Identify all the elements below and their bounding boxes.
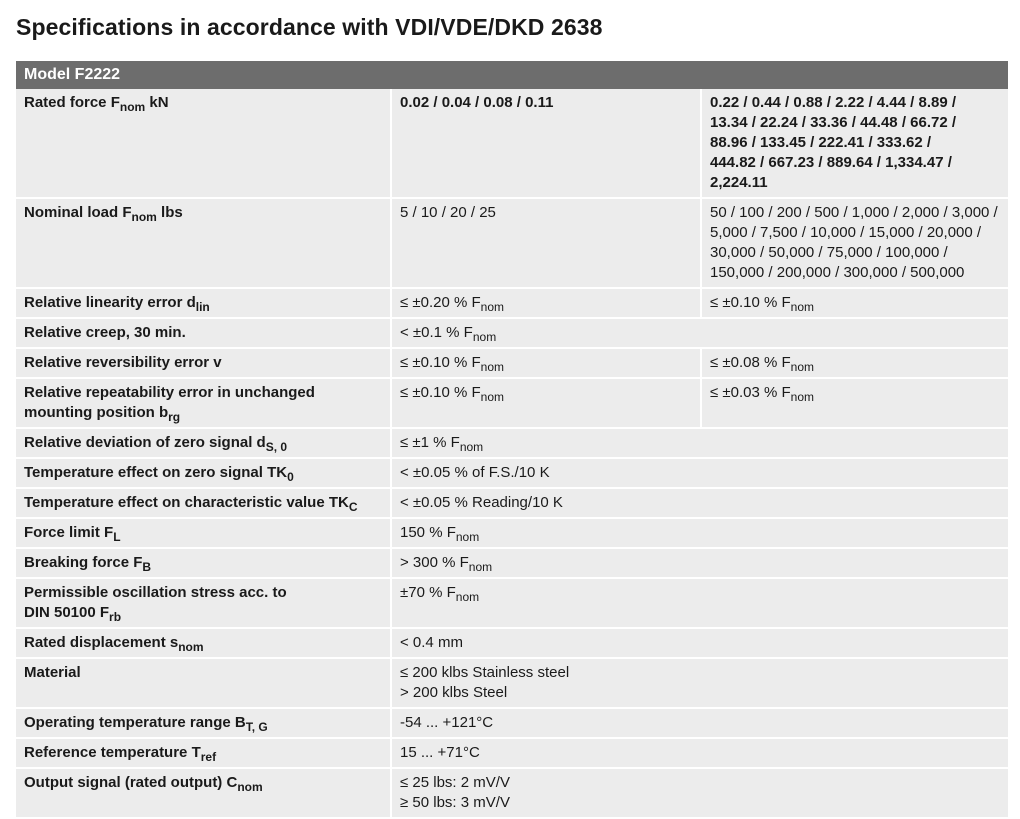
row-value: < 0.4 mm [390,629,1008,659]
table-row [16,89,1008,199]
row-label: Relative repeatability error in unchanged mounting position $b_{rg}$ [16,379,390,429]
row-label: Nominal load $F_{nom}$ lbs [16,199,390,289]
model-header: Model F2222 [16,61,1008,89]
row-label: Reference temperature $T_{ref}$ [16,739,390,769]
row-value-high-range: ≤ ±0.08 % $F_{nom}$ [700,349,1008,379]
row-label: Temperature effect on zero signal $TK_0$ [16,459,390,489]
row-value-high-range: ≤ ±0.03 % $F_{nom}$ [700,379,1008,429]
row-label: Rated displacement $s_{nom}$ [16,629,390,659]
row-label: Force limit $F_L$ [16,519,390,549]
row-value-high-range: 0.22 / 0.44 / 0.88 / 2.22 / 4.44 / 8.89 / 13.34 / 22.24 / 33.36 / 44.48 / 66.72 / 88.96 / 133.45 / 222.41 / 333.62 / 444.82 / 667.23 / 889.64 / 1,334.47 / 2,224.11 [700,89,1008,199]
row-value: < ±0.05 % Reading/10 K [390,489,1008,519]
row-value: 150 % $F_{nom}$ [390,519,1008,549]
row-value: ≤ 25 lbs: 2 mV/V ≥ 50 lbs: 3 mV/V [390,769,1008,819]
row-value-high-range: 50 / 100 / 200 / 500 / 1,000 / 2,000 / 3,000 / 5,000 / 7,500 / 10,000 / 15,000 / 20,000 / 30,000 / 50,000 / 75,000 / 100,000 / 150,000 / 200,000 / 300,000 / 500,000 [700,199,1008,289]
row-label: Relative deviation of zero signal $d_{S, 0}$ [16,429,390,459]
table-row [16,289,1008,319]
row-value-high-range: ≤ ±0.10 % $F_{nom}$ [700,289,1008,319]
row-value: ≤ ±1 % $F_{nom}$ [390,429,1008,459]
row-value-low-range: ≤ ±0.10 % $F_{nom}$ [390,379,700,429]
table-row [16,429,1008,459]
table-row [16,769,1008,819]
row-label: Rated force $F_{nom}$ kN [16,89,390,199]
table-row [16,709,1008,739]
row-label: Operating temperature range $B_{T, G}$ [16,709,390,739]
row-label: Relative reversibility error v [16,349,390,379]
row-value: 15 ... +71°C [390,739,1008,769]
row-value: ≤ 200 klbs Stainless steel > 200 klbs Steel [390,659,1008,709]
row-label: Relative creep, 30 min. [16,319,390,349]
row-value: < ±0.05 % of F.S./10 K [390,459,1008,489]
table-row [16,519,1008,549]
row-value: ±70 % $F_{nom}$ [390,579,1008,629]
row-label: Breaking force $F_B$ [16,549,390,579]
page-title: Specifications in accordance with VDI/VDE/DKD 2638 [16,14,603,40]
row-label: Permissible oscillation stress acc. to DIN 50100 $F_{rb}$ [16,579,390,629]
table-row [16,459,1008,489]
row-value-low-range: ≤ ±0.10 % $F_{nom}$ [390,349,700,379]
row-label: Output signal (rated output) $C_{nom}$ [16,769,390,819]
row-value-low-range: ≤ ±0.20 % $F_{nom}$ [390,289,700,319]
table-row [16,629,1008,659]
row-value-low-range: 0.02 / 0.04 / 0.08 / 0.11 [390,89,700,199]
table-row [16,549,1008,579]
table-row [16,489,1008,519]
row-label: Material [16,659,390,709]
table-row [16,349,1008,379]
row-label: Relative linearity error $d_{lin}$ [16,289,390,319]
row-value-low-range: 5 / 10 / 20 / 25 [390,199,700,289]
table-row [16,739,1008,769]
row-label: Temperature effect on characteristic value $TK_C$ [16,489,390,519]
table-row [16,199,1008,289]
row-value: < ±0.1 % $F_{nom}$ [390,319,1008,349]
spec-table [16,61,1008,819]
row-value: -54 ... +121°C [390,709,1008,739]
row-value: > 300 % $F_{nom}$ [390,549,1008,579]
table-row [16,379,1008,429]
table-row [16,579,1008,629]
table-row [16,659,1008,709]
table-row [16,319,1008,349]
model-header-row [16,61,1008,89]
